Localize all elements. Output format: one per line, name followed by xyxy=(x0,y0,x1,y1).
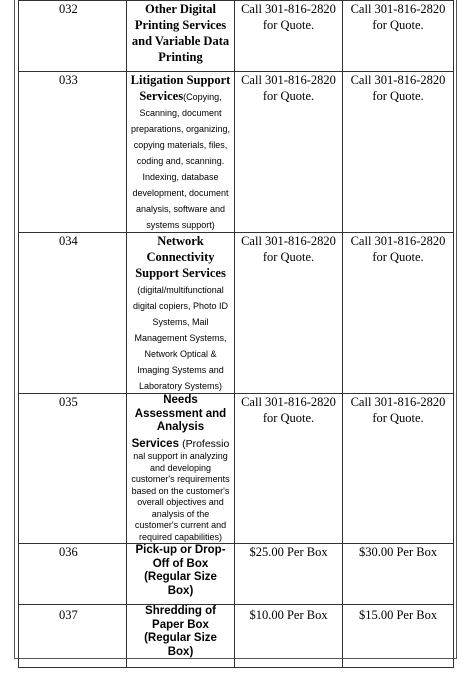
price-primary xyxy=(235,72,343,233)
price-line: for Quote. xyxy=(262,89,315,103)
service-name xyxy=(127,72,235,233)
price-line: for Quote. xyxy=(262,250,315,264)
price-primary xyxy=(235,394,343,544)
price-line: Call 301-816-2820 xyxy=(241,73,336,87)
price-line: Call 301-816-2820 xyxy=(350,234,446,248)
price-line: $30.00 Per Box xyxy=(358,545,438,559)
price-line: $10.00 Per Box xyxy=(249,608,328,622)
item-number: 036 xyxy=(19,544,127,605)
service-title-line: Paper Box xyxy=(152,618,209,631)
service-title-line: Analysis xyxy=(156,421,205,433)
service-name xyxy=(127,605,235,668)
price-secondary xyxy=(343,394,454,544)
service-title-line: Assessment and xyxy=(134,407,227,420)
service-title-line: Pick-up or Drop- xyxy=(135,544,226,556)
service-title-line: Box) xyxy=(167,584,194,597)
service-description-lead: (Professio xyxy=(182,437,230,450)
item-number: 037 xyxy=(19,605,127,668)
table-row xyxy=(19,544,454,605)
price-primary xyxy=(235,1,343,72)
item-number: 034 xyxy=(19,233,127,394)
item-number: 032 xyxy=(19,1,127,72)
service-title-line: Shredding of xyxy=(145,605,216,617)
service-description: nal support in analyzing and developing customer's requirements based on the customer's overall objectives and analysis of the customer's current and required capabilities) xyxy=(131,451,230,542)
service-title-line: Printing Services xyxy=(134,18,227,32)
price-line: $25.00 Per Box xyxy=(249,545,328,559)
service-title-line: Printing xyxy=(158,50,203,64)
price-line: Call 301-816-2820 xyxy=(241,234,336,248)
service-name xyxy=(127,233,235,394)
price-line: $15.00 Per Box xyxy=(358,608,438,622)
price-line: for Quote. xyxy=(372,250,424,264)
service-title-line: Needs xyxy=(163,394,198,406)
service-description: (digital/multifunctional digital copiers, Photo ID Systems, Mail Management Systems, Network Optical & Imaging Systems and Laboratory Systems) xyxy=(132,285,229,391)
price-line: Call 301-816-2820 xyxy=(241,2,336,16)
price-line: for Quote. xyxy=(262,411,315,425)
service-name xyxy=(127,394,235,544)
price-primary xyxy=(235,605,343,668)
service-title-line: Network xyxy=(157,234,204,248)
service-title-line: Services xyxy=(139,89,184,103)
service-title-line: Box) xyxy=(167,645,194,658)
service-title-line: Litigation Support xyxy=(130,73,231,87)
item-number: 033 xyxy=(19,72,127,233)
service-name xyxy=(127,1,235,72)
price-line: Call 301-816-2820 xyxy=(350,73,446,87)
service-title-line: Services xyxy=(131,437,179,450)
service-title-line: and Variable Data xyxy=(131,34,230,48)
price-secondary xyxy=(343,544,454,605)
price-primary xyxy=(235,233,343,394)
price-line: Call 301-816-2820 xyxy=(350,2,446,16)
price-primary xyxy=(235,544,343,605)
price-line: for Quote. xyxy=(372,89,424,103)
service-title-line: Other Digital xyxy=(145,2,216,16)
table-row xyxy=(19,394,454,544)
table-row xyxy=(19,72,454,233)
price-line: for Quote. xyxy=(372,411,424,425)
table-row xyxy=(19,233,454,394)
service-title-line: Off of Box xyxy=(152,557,209,570)
price-secondary xyxy=(343,233,454,394)
service-name xyxy=(127,544,235,605)
price-line: for Quote. xyxy=(262,18,315,32)
service-title-line: (Regular Size xyxy=(144,632,217,644)
price-table xyxy=(18,0,454,668)
price-line: for Quote. xyxy=(372,18,424,32)
price-secondary xyxy=(343,72,454,233)
price-secondary xyxy=(343,1,454,72)
price-line: Call 301-816-2820 xyxy=(241,395,336,409)
price-secondary xyxy=(343,605,454,668)
table-row xyxy=(19,605,454,668)
service-title-line: Support Services xyxy=(135,266,226,280)
item-number: 035 xyxy=(19,394,127,544)
service-description: (Copying, Scanning, document preparations, organizing, copying materials, files, coding and, scanning. Indexing, database development, document analysis, software and systems support) xyxy=(130,92,231,230)
table-row xyxy=(19,1,454,72)
service-title-line: (Regular Size xyxy=(144,571,217,583)
price-line: Call 301-816-2820 xyxy=(350,395,446,409)
service-title-line: Connectivity xyxy=(146,250,215,264)
